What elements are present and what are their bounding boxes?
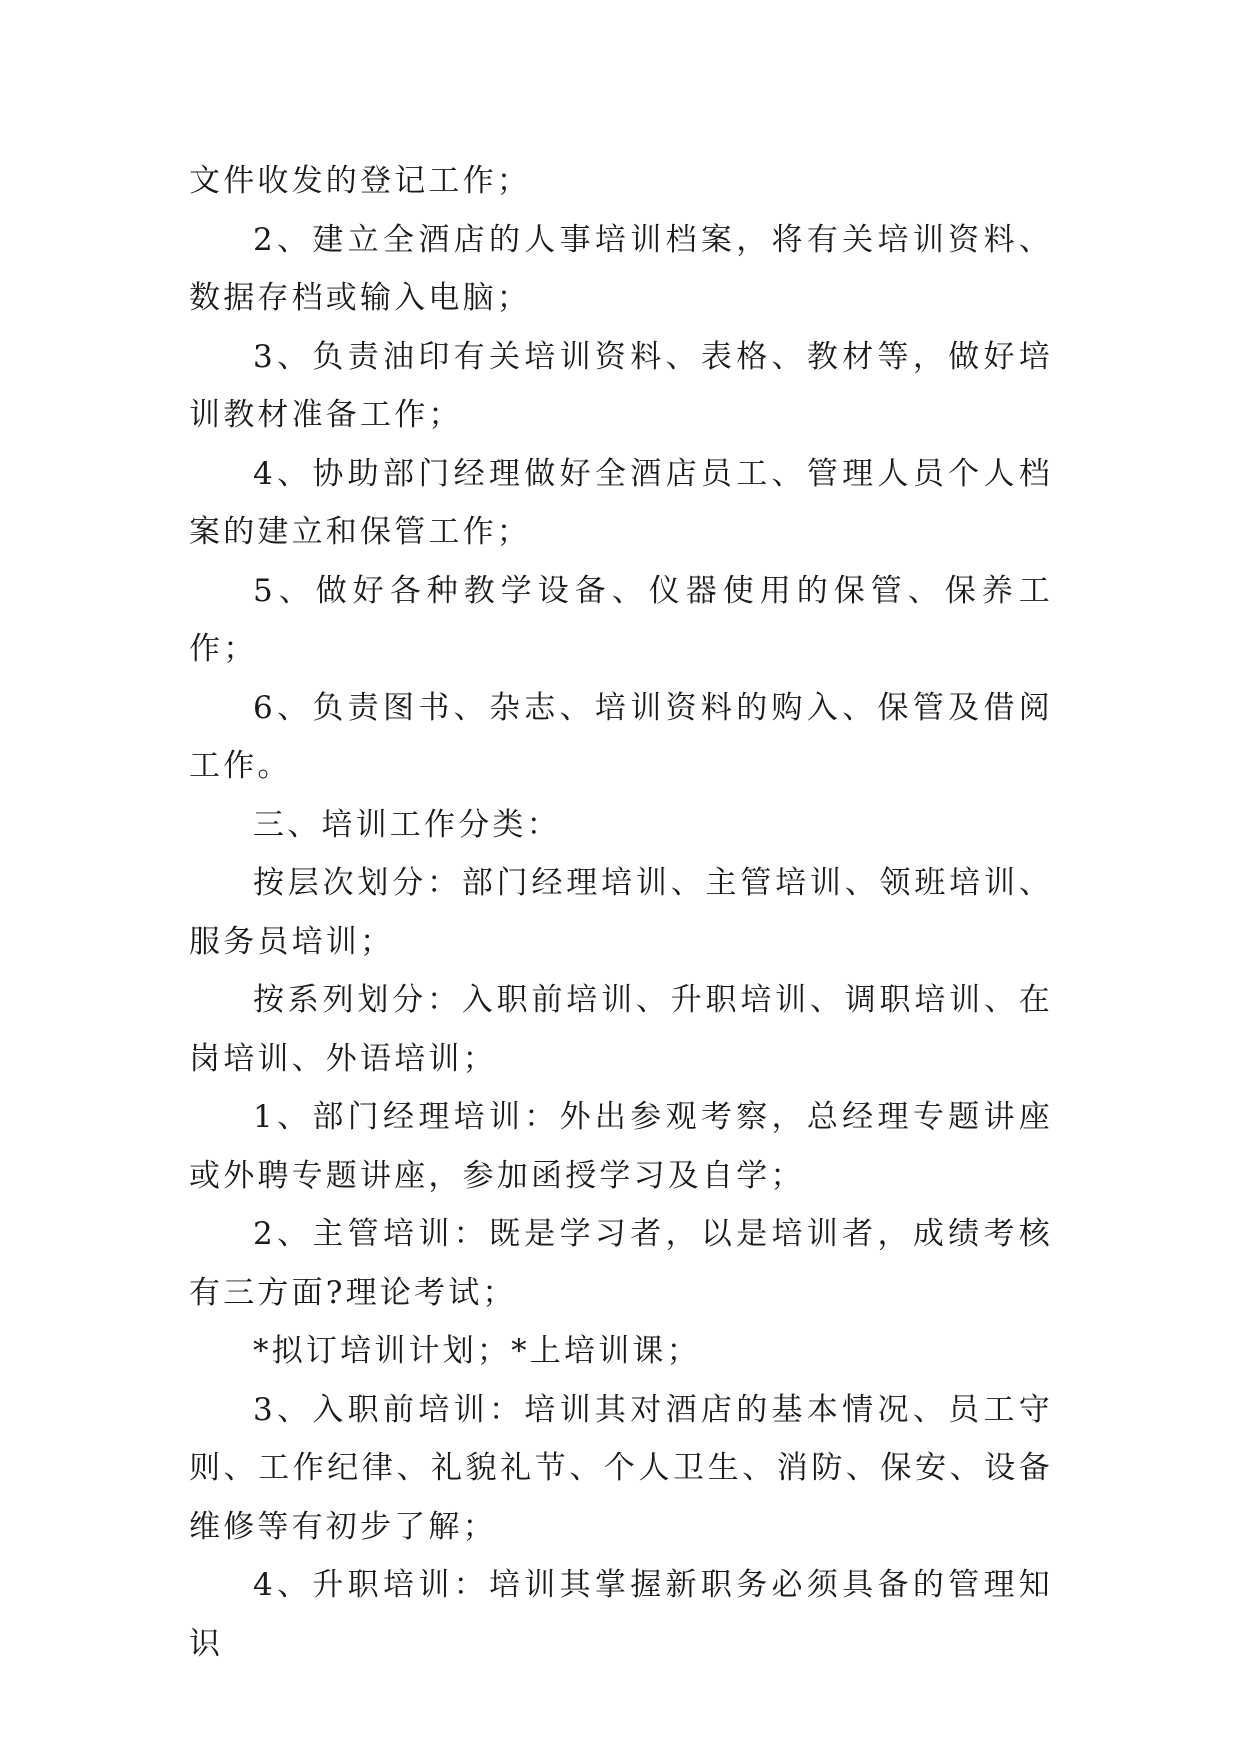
- paragraph: *拟订培训计划；*上培训课；: [253, 1333, 701, 1369]
- paragraph: 6、负责图书、杂志、培训资料的购入、保管及借阅工作。: [189, 689, 1053, 784]
- paragraph: 按系列划分：入职前培训、升职培训、调职培训、在岗培训、外语培训；: [189, 982, 1053, 1077]
- paragraph: 4、升职培训：培训其掌握新职务必须具备的管理知识: [189, 1567, 1053, 1662]
- paragraph: 4、协助部门经理做好全酒店员工、管理人员个人档案的建立和保管工作；: [189, 455, 1053, 550]
- paragraph: 文件收发的登记工作；: [189, 163, 531, 199]
- paragraph: 3、负责油印有关培训资料、表格、教材等，做好培训教材准备工作；: [189, 338, 1053, 433]
- paragraph: 1、部门经理培训：外出参观考察，总经理专题讲座或外聘专题讲座，参加函授学习及自学；: [189, 1099, 1053, 1194]
- paragraph: 2、主管培训：既是学习者，以是培训者，成绩考核有三方面?理论考试；: [189, 1216, 1053, 1311]
- paragraph: 5、做好各种教学设备、仪器使用的保管、保养工作；: [189, 572, 1053, 667]
- section-heading: 三、培训工作分类：: [253, 806, 561, 843]
- paragraph: 按层次划分：部门经理培训、主管培训、领班培训、服务员培训；: [189, 865, 1053, 960]
- paragraph: 2、建立全酒店的人事培训档案，将有关培训资料、数据存档或输入电脑；: [189, 221, 1053, 316]
- document-body: [189, 152, 1053, 1673]
- paragraph: 3、入职前培训：培训其对酒店的基本情况、员工守则、工作纪律、礼貌礼节、个人卫生、消防、保安、设备维修等有初步了解；: [189, 1391, 1053, 1545]
